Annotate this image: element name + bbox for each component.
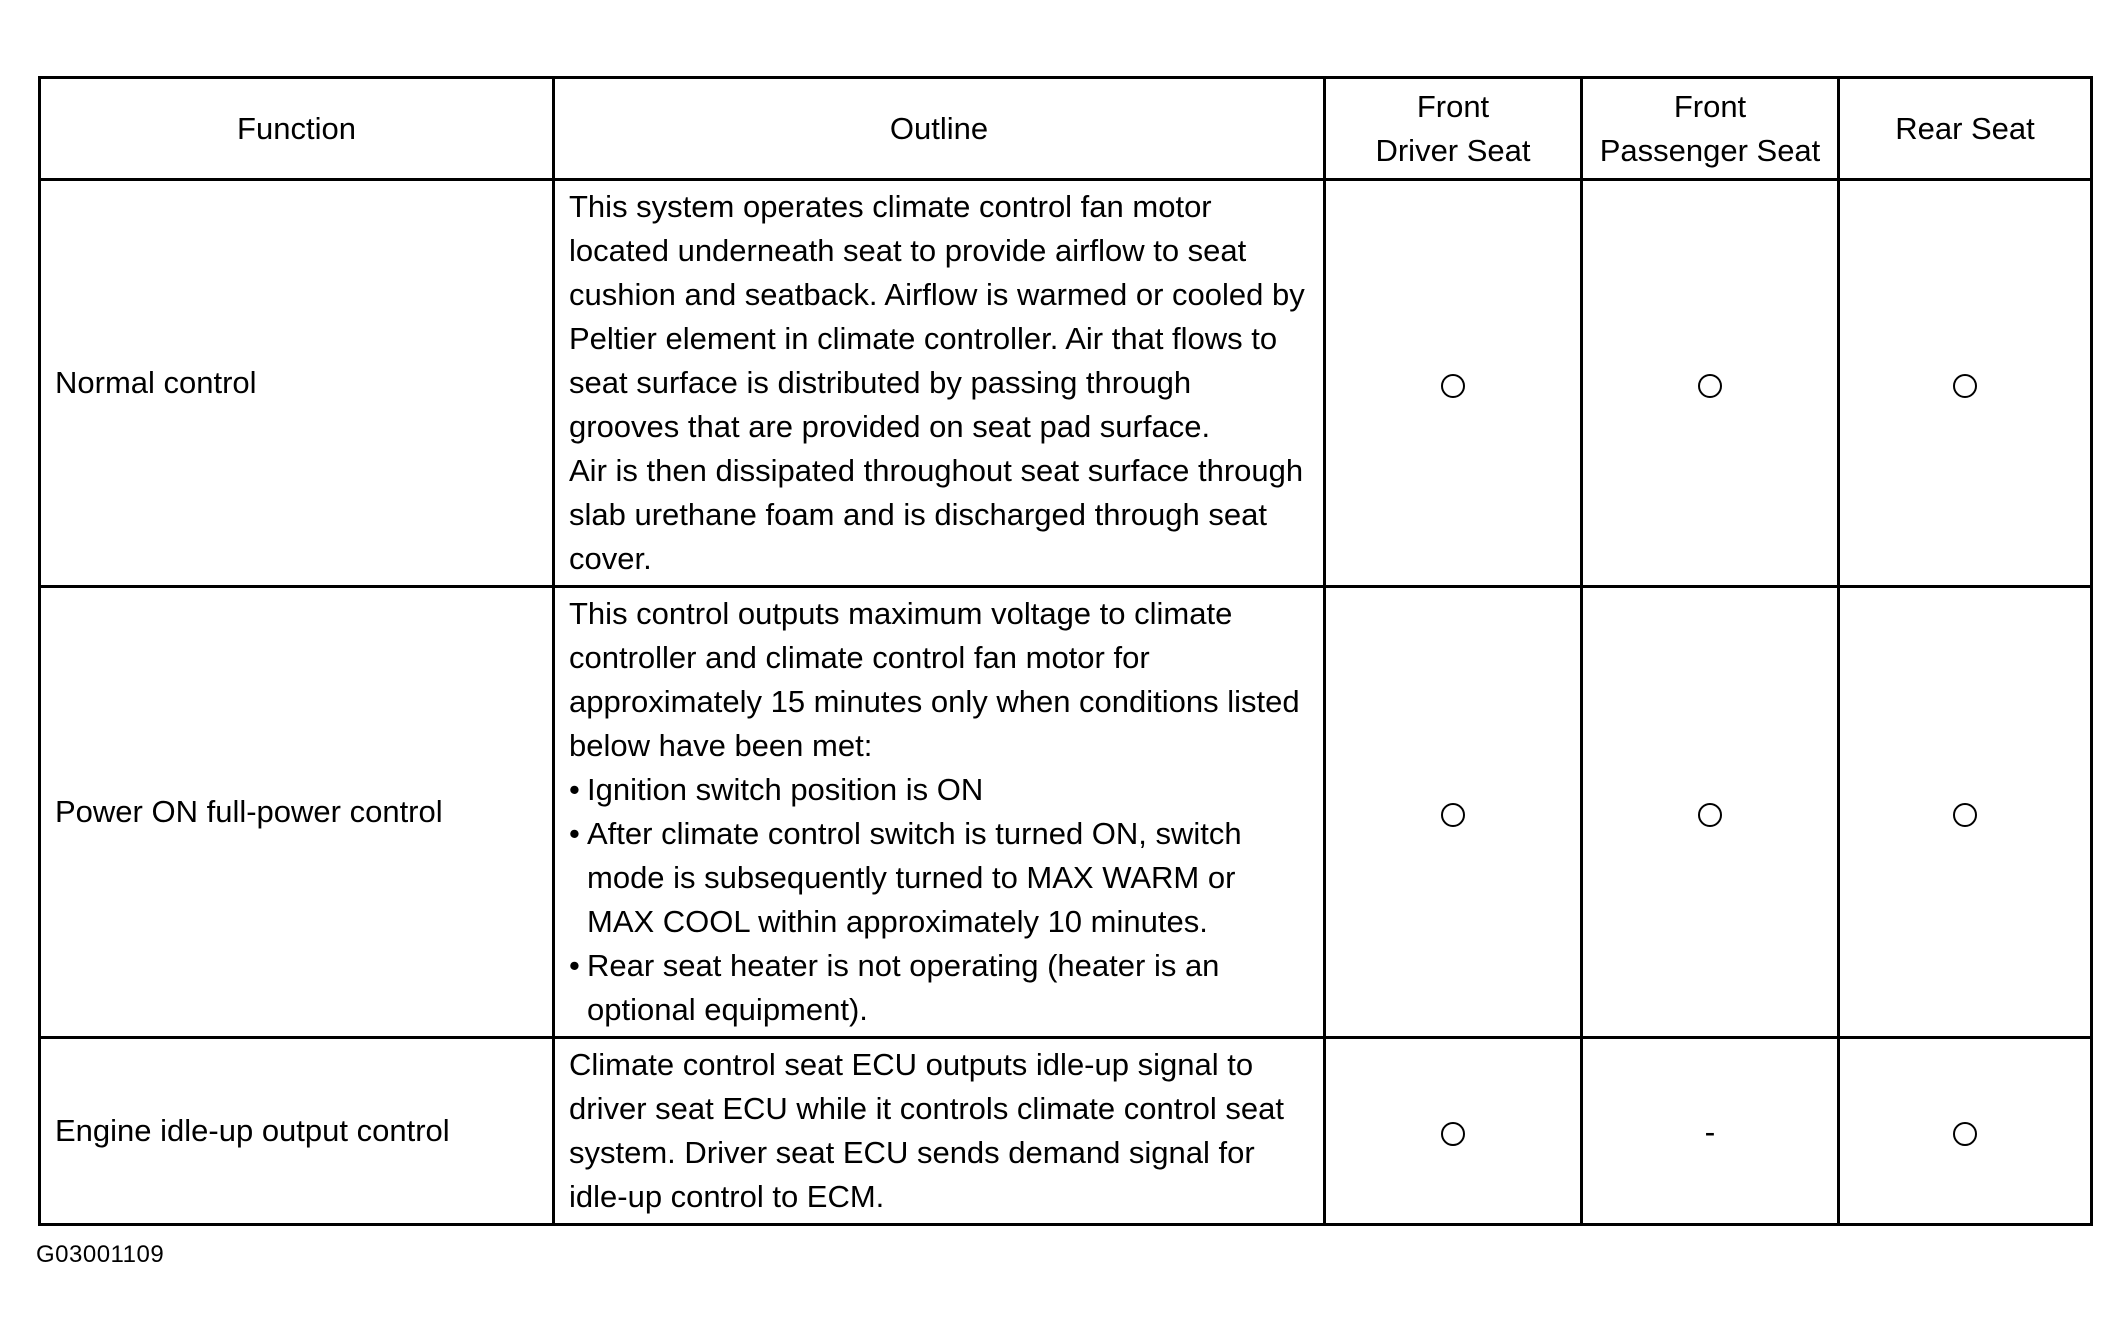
front-passenger-cell [1582, 180, 1839, 587]
rear-seat-cell [1839, 1038, 2092, 1225]
front-passenger-cell [1582, 1038, 1839, 1225]
table-row [40, 587, 2092, 1038]
figure-id: G03001109 [36, 1241, 165, 1268]
front-driver-cell [1325, 587, 1582, 1038]
circle-mark-icon [1953, 374, 1977, 398]
circle-mark-icon [1441, 803, 1465, 827]
circle-mark-icon [1698, 803, 1722, 827]
outline-paragraph: This system operates climate control fan motor located underneath seat to provide airflow to seat cushion and seatback. Airflow is warmed or cooled by Peltier element in climate controller. Air that flows to seat surface is distributed by passing through grooves that are provided on seat pad surface. [569, 189, 1305, 444]
outline-cell [554, 1038, 1325, 1225]
function-cell: Engine idle-up output control [40, 1038, 554, 1225]
list-item: • Ignition switch position is ON [569, 768, 1309, 812]
table-header-row [40, 78, 2092, 180]
table-row [40, 180, 2092, 587]
list-item: • After climate control switch is turned ON, switch mode is subsequently turned to MAX WARM or MAX COOL within approximately 10 minutes. [569, 812, 1309, 944]
header-outline: Outline [554, 78, 1325, 180]
outline-cell [554, 587, 1325, 1038]
table-row [40, 1038, 2092, 1225]
front-driver-cell [1325, 180, 1582, 587]
front-passenger-cell [1582, 587, 1839, 1038]
header-front-passenger-seat: Front Passenger Seat [1582, 78, 1839, 180]
front-driver-cell [1325, 1038, 1582, 1225]
circle-mark-icon [1953, 1122, 1977, 1146]
rear-seat-cell [1839, 587, 2092, 1038]
function-cell: Power ON full-power control [40, 587, 554, 1038]
outline-paragraph: Climate control seat ECU outputs idle-up signal to driver seat ECU while it controls climate control seat system. Driver seat ECU sends demand signal for idle-up control to ECM. [569, 1047, 1284, 1214]
header-front-driver-seat: Front Driver Seat [1325, 78, 1582, 180]
list-item: • Rear seat heater is not operating (heater is an optional equipment). [569, 944, 1309, 1032]
rear-seat-cell [1839, 180, 2092, 587]
circle-mark-icon [1441, 374, 1465, 398]
function-table [38, 76, 2093, 1226]
condition-list [569, 768, 1309, 1032]
function-cell: Normal control [40, 180, 554, 587]
outline-paragraph: Air is then dissipated throughout seat surface through slab urethane foam and is discharged through seat cover. [569, 453, 1304, 576]
circle-mark-icon [1441, 1122, 1465, 1146]
outline-paragraph: This control outputs maximum voltage to climate controller and climate control fan motor for approximately 15 minutes only when conditions listed below have been met: [569, 596, 1300, 763]
header-rear-seat: Rear Seat [1839, 78, 2092, 180]
not-applicable-mark: - [1704, 1114, 1716, 1151]
circle-mark-icon [1953, 803, 1977, 827]
circle-mark-icon [1698, 374, 1722, 398]
header-function: Function [40, 78, 554, 180]
outline-cell [554, 180, 1325, 587]
